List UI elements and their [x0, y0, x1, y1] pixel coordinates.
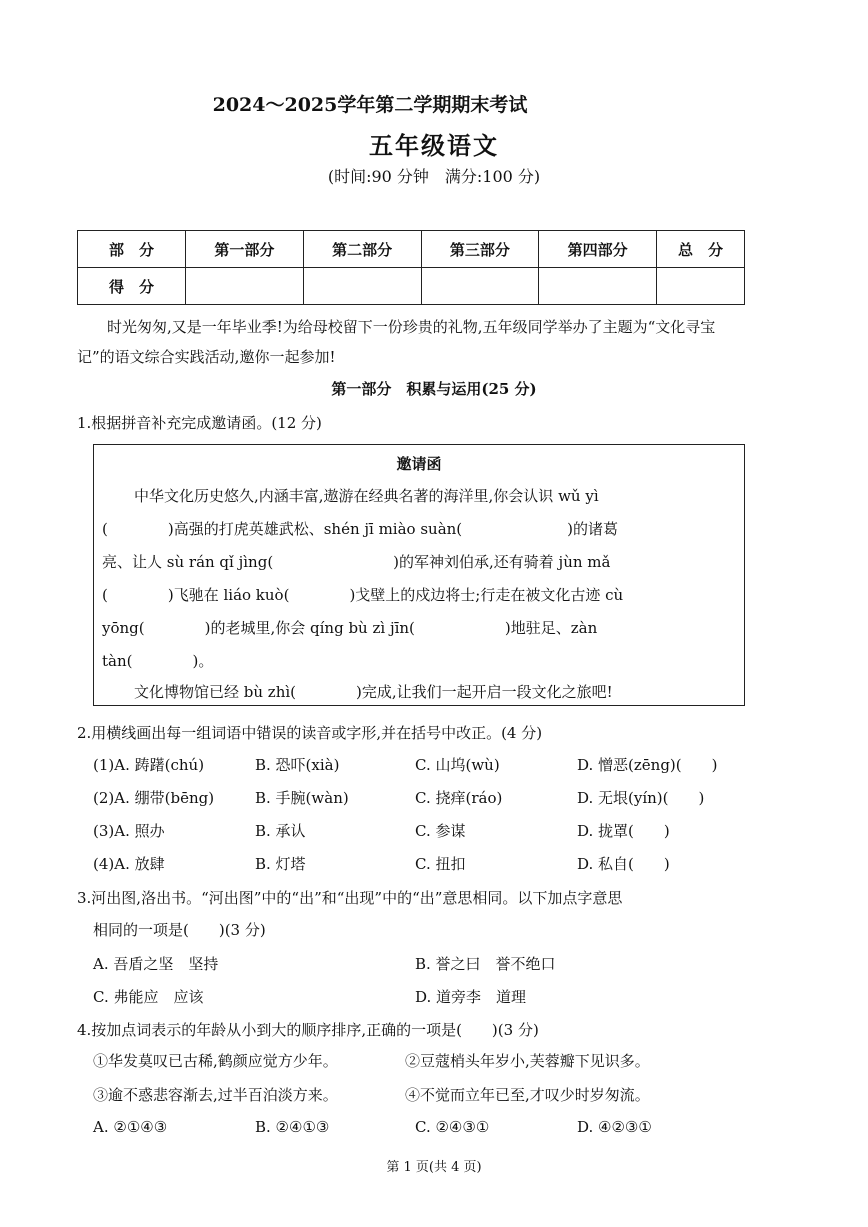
invitation-title: 邀请函	[396, 455, 442, 473]
score-cell: 第四部分	[539, 231, 657, 268]
exam-info: (时间:90 分钟 满分:100 分)	[327, 167, 541, 186]
q2-option: B. 恐吓(xià)	[255, 756, 340, 774]
q2-option: D. 拢罩( )	[577, 822, 670, 840]
q2-option: (4)A. 放肆	[93, 855, 165, 873]
score-table-score-row	[78, 268, 745, 305]
q4-option: B. ②④①③	[255, 1118, 330, 1136]
invitation-box	[93, 444, 745, 706]
q2-option: B. 手腕(wàn)	[255, 789, 349, 807]
intro-paragraph: 时光匆匆,又是一年毕业季!为给母校留下一份珍贵的礼物,五年级同学举办了主题为“文化寻宝记”的语文综合实践活动,邀你一起参加!	[77, 318, 716, 366]
score-cell: 总 分	[657, 231, 745, 268]
q3-stem-cont: 相同的一项是( )(3 分)	[93, 921, 266, 939]
q3-option: D. 道旁李 道理	[415, 988, 527, 1006]
invitation-line: ( )高强的打虎英雄武松、shén jī miào suàn( )的诸葛	[102, 520, 619, 538]
q2-option: C. 参谋	[415, 822, 466, 840]
score-input-cell[interactable]	[421, 268, 539, 305]
invitation-line: tàn( )。	[102, 652, 214, 670]
score-input-cell[interactable]	[186, 268, 304, 305]
q4-option: D. ④②③①	[577, 1118, 652, 1136]
q2-option: D. 无垠(yín)( )	[577, 789, 705, 807]
q2-option: B. 灯塔	[255, 855, 306, 873]
q4-stem: 4.按加点词表示的年龄从小到大的顺序排序,正确的一项是( )(3 分)	[77, 1021, 539, 1039]
part1-heading: 第一部分 积累与运用(25 分)	[331, 380, 537, 398]
score-table-header-row	[78, 231, 745, 268]
score-table	[77, 230, 745, 305]
q3-option: B. 誉之曰 誉不绝口	[415, 955, 556, 973]
invitation-line: 亮、让人 sù rán qǐ jìng( )的军神刘伯承,还有骑着 jùn mǎ	[102, 553, 611, 571]
score-cell: 第二部分	[303, 231, 421, 268]
q2-stem: 2.用横线画出每一组词语中错误的读音或字形,并在括号中改正。(4 分)	[77, 724, 543, 742]
page-footer: 第 1 页(共 4 页)	[386, 1160, 482, 1175]
score-cell: 得 分	[78, 268, 186, 305]
score-input-cell[interactable]	[303, 268, 421, 305]
score-cell: 部 分	[78, 231, 186, 268]
invitation-line: 中华文化历史悠久,内涵丰富,遨游在经典名著的海洋里,你会认识 wǔ yì	[134, 487, 599, 505]
q4-poem: ①华发莫叹已古稀,鹤颜应觉方少年。	[93, 1052, 338, 1070]
q2-option: C. 山坞(wù)	[415, 756, 500, 774]
q3-stem: 3.河出图,洛出书。“河出图”中的“出”和“出现”中的“出”意思相同。以下加点字意思	[77, 889, 623, 907]
exam-subject: 五年级语文	[369, 131, 499, 160]
q1-stem: 1.根据拼音补充完成邀请函。(12 分)	[77, 414, 322, 432]
score-cell: 第三部分	[421, 231, 539, 268]
invitation-line: ( )飞驰在 liáo kuò( )戈壁上的戍边将士;行走在被文化古迹 cù	[102, 586, 624, 604]
exam-title: 2024～2025学年第二学期期末考试	[212, 94, 528, 116]
q2-option: C. 挠痒(ráo)	[415, 789, 503, 807]
q4-poem: ④不觉而立年已至,才叹少时岁匆流。	[405, 1086, 650, 1104]
invitation-line: yōng( )的老城里,你会 qíng bù zì jīn( )地驻足、zàn	[102, 619, 598, 637]
q2-option: (1)A. 踌躇(chú)	[93, 756, 205, 774]
q2-option: D. 私自( )	[577, 855, 670, 873]
score-input-cell[interactable]	[539, 268, 657, 305]
q4-option: C. ②④③①	[415, 1118, 490, 1136]
q2-option: (2)A. 绷带(bēng)	[93, 789, 215, 807]
q4-option: A. ②①④③	[93, 1118, 168, 1136]
q4-poem: ②豆蔻梢头年岁小,芙蓉瓣下见识多。	[405, 1052, 650, 1070]
score-cell: 第一部分	[186, 231, 304, 268]
q3-option: C. 弗能应 应该	[93, 988, 204, 1006]
q2-option: B. 承认	[255, 822, 306, 840]
q4-poem: ③逾不惑悲容渐去,过半百泊淡方来。	[93, 1086, 338, 1104]
score-input-cell[interactable]	[657, 268, 745, 305]
q2-option: (3)A. 照办	[93, 822, 165, 840]
q3-option: A. 吾盾之坚 坚持	[93, 955, 219, 973]
invitation-line: 文化博物馆已经 bù zhì( )完成,让我们一起开启一段文化之旅吧!	[134, 683, 613, 701]
q2-option: C. 扭扣	[415, 855, 466, 873]
q2-option: D. 憎恶(zēng)( )	[577, 756, 718, 774]
